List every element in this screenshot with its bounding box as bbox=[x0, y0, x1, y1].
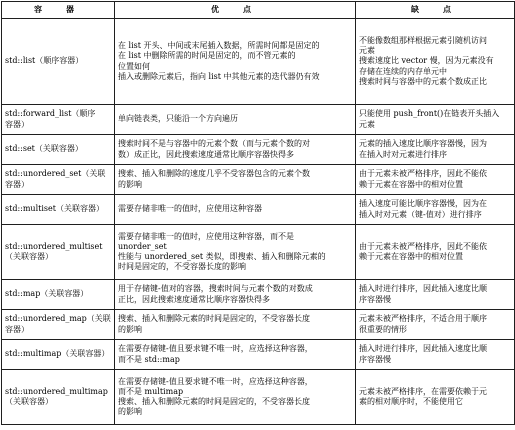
cell-line: 用于存储键-值对的容器，搜索时间与元素个数的对数成 bbox=[118, 284, 313, 294]
cell-line: 存储在连续的内存单元中 bbox=[359, 66, 447, 76]
cell-line: 数）成正比，因此搜索速度通常比顺序容器快得多 bbox=[118, 149, 294, 159]
cell-line: 单向链表类，只能沿一个方向遍历 bbox=[118, 114, 238, 124]
cell-line: 在 list 中删除所需的时间是固定的，而不管元素的 bbox=[118, 51, 296, 61]
pros-cell bbox=[115, 195, 356, 225]
cell-line: 元素未被严格排序，不适合用于顺序 bbox=[359, 314, 487, 324]
cell-line: 不能像数组那样根据元素引随机访问 bbox=[359, 35, 487, 45]
pros-cell bbox=[115, 225, 356, 280]
cell-line: 插入或删除元素后，指向 list 中其他元素的迭代器仍有效 bbox=[118, 71, 320, 81]
table-row bbox=[2, 105, 515, 135]
cell-line: 需要存储非唯一的值时，应使用这种容器，而不是 bbox=[118, 231, 294, 241]
cell-line: 正比，因此搜索速度通常比顺序容器快得多 bbox=[118, 294, 270, 304]
table-row bbox=[2, 195, 515, 225]
container-cell bbox=[2, 135, 115, 165]
table-row bbox=[2, 165, 515, 195]
cons-cell bbox=[356, 280, 515, 310]
table-row bbox=[2, 135, 515, 165]
cell-line: 插入时进行排序，因此插入速度比顺 bbox=[359, 284, 487, 294]
cell-line: 赖于元素在容器中的相对位置 bbox=[359, 252, 463, 261]
pros-cell bbox=[115, 370, 356, 425]
cell-line: 在 list 开头、中间或末尾插入数据，所需时间都是固定的 bbox=[118, 41, 320, 51]
cons-cell bbox=[356, 19, 515, 105]
cell-line: 而不是 std::map bbox=[118, 354, 180, 364]
cell-line: 的影响 bbox=[118, 179, 142, 189]
container-cell bbox=[2, 310, 115, 340]
pros-cell bbox=[115, 105, 356, 135]
table-row bbox=[2, 19, 515, 105]
cons-cell bbox=[356, 105, 515, 135]
cell-line: 素的相对顺序时，不能使用它 bbox=[359, 397, 463, 406]
header-cons: 缺 点 bbox=[356, 2, 515, 19]
cell-line: 在插入时对元素进行排序 bbox=[359, 149, 447, 159]
table-wrapper bbox=[1, 1, 514, 425]
container-comparison-table bbox=[1, 1, 515, 425]
cell-line: 在需要存储键-值且要求键不唯一时，应选择这种容器， bbox=[118, 344, 313, 354]
cons-cell bbox=[356, 225, 515, 280]
cell-line: std::multiset（关联容器） bbox=[5, 204, 104, 214]
cell-line: 的影响 bbox=[118, 324, 142, 334]
cell-line: 元素 bbox=[359, 119, 375, 129]
pros-cell bbox=[115, 165, 356, 195]
pros-cell bbox=[115, 135, 356, 165]
cell-line: 序容器慢 bbox=[359, 294, 391, 304]
cell-line: 元素 bbox=[359, 46, 375, 56]
cell-line: std::list（顺序容器） bbox=[5, 56, 84, 66]
table-body bbox=[2, 19, 515, 425]
cell-line: 搜索速度比 vector 慢，因为元素没有 bbox=[359, 56, 494, 66]
container-cell bbox=[2, 340, 115, 370]
cons-cell bbox=[356, 195, 515, 225]
cell-line: 性能与 unordered_set 类似，即搜索、插入和删除元素的 bbox=[118, 252, 326, 261]
cell-line: 容器） bbox=[5, 179, 29, 189]
cell-line: 位置如何 bbox=[118, 61, 150, 71]
cell-line: 由于元素未被严格排序，因此不能依 bbox=[359, 169, 487, 179]
cell-line: 插入速度可能比顺序容器慢，因为在 bbox=[359, 199, 487, 209]
cell-line: 赖于元素在容器中的相对位置 bbox=[359, 179, 463, 189]
cell-line: 的影响 bbox=[118, 407, 142, 417]
pros-cell bbox=[115, 310, 356, 340]
container-cell bbox=[2, 195, 115, 225]
cell-line: 需要存储非唯一的值时，应使用这种容器 bbox=[118, 204, 262, 214]
table-row bbox=[2, 310, 515, 340]
pros-cell bbox=[115, 280, 356, 310]
cell-line: unorder_set bbox=[118, 241, 167, 251]
cell-line: 元素的插入速度比顺序容器慢，因为 bbox=[359, 139, 487, 149]
cell-line: std::map（关联容器） bbox=[5, 289, 89, 299]
cell-line: 元素未被严格排序，在需要依赖于元 bbox=[359, 386, 487, 396]
cell-line: std::unordered_set（关联 bbox=[5, 169, 106, 179]
cell-line: 只能使用 push_front()在链表开头插入 bbox=[359, 109, 500, 119]
cell-line: 搜索时间不是与容器中的元素个数（而与元素个数的对 bbox=[118, 139, 310, 149]
cell-line: 很重要的情形 bbox=[359, 324, 407, 334]
cell-line: 搜索、插入和删除的速度几乎不受容器包含的元素个数 bbox=[118, 169, 310, 179]
container-cell bbox=[2, 370, 115, 425]
cell-line: std::multimap（关联容器） bbox=[5, 349, 110, 359]
cell-line: 容器） bbox=[5, 119, 29, 129]
cell-line: std::set（关联容器） bbox=[5, 144, 83, 154]
cell-line: 插入时进行排序，因此插入速度比顺 bbox=[359, 344, 487, 354]
table-row bbox=[2, 340, 515, 370]
table-row bbox=[2, 280, 515, 310]
cons-cell bbox=[356, 340, 515, 370]
table-header-row bbox=[2, 2, 515, 19]
cell-line: std::unordered_map（关联 bbox=[5, 314, 111, 324]
cons-cell bbox=[356, 310, 515, 340]
table-row bbox=[2, 225, 515, 280]
header-pros: 优 点 bbox=[115, 2, 356, 19]
table-row bbox=[2, 370, 515, 425]
cell-line: （关联容器） bbox=[5, 252, 53, 261]
container-cell bbox=[2, 105, 115, 135]
cell-line: 容器） bbox=[5, 324, 29, 334]
cell-line: 由于元素未被严格排序，因此不能依 bbox=[359, 241, 487, 251]
container-cell bbox=[2, 225, 115, 280]
container-cell bbox=[2, 165, 115, 195]
header-container: 容 器 bbox=[2, 2, 115, 19]
container-cell bbox=[2, 19, 115, 105]
cell-line: std::unordered_multimap bbox=[5, 386, 108, 396]
cell-line: 时间是固定的，不受容器长度的影响 bbox=[118, 262, 246, 272]
cell-line: std::forward_list（顺序 bbox=[5, 109, 96, 119]
cell-line: 插入时对元素（键-值对）进行排序 bbox=[359, 209, 482, 219]
cell-line: std::unordered_multiset bbox=[5, 241, 103, 251]
cell-line: 在需要存储键-值且要求键不唯一时，应选择这种容器， bbox=[118, 376, 313, 386]
cons-cell bbox=[356, 165, 515, 195]
cons-cell bbox=[356, 135, 515, 165]
cell-line: （关联容器） bbox=[5, 397, 53, 406]
cons-cell bbox=[356, 370, 515, 425]
cell-line: 序容器慢 bbox=[359, 354, 391, 364]
cell-line: 搜索、插入和删除元素的时间是固定的，不受容器长度 bbox=[118, 314, 310, 324]
container-cell bbox=[2, 280, 115, 310]
cell-line: 搜索时间与容器中的元素个数成正比 bbox=[359, 76, 487, 86]
pros-cell bbox=[115, 19, 356, 105]
cell-line: 而不是 multimap bbox=[118, 386, 184, 396]
cell-line: 搜索、插入和删除元素的时间是固定的，不受容器长度 bbox=[118, 397, 310, 406]
pros-cell bbox=[115, 340, 356, 370]
